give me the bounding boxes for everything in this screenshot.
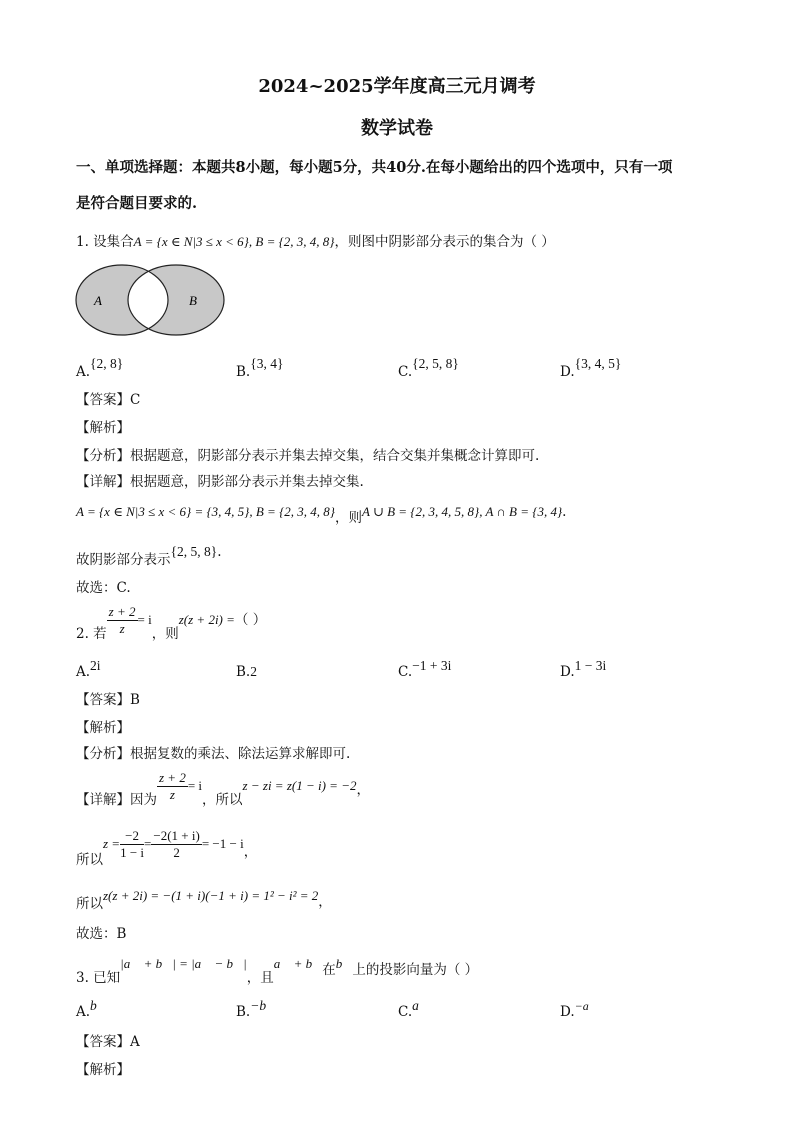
- q2-fenxi: 【分析】根据复数的乘法、除法运算求解即可.: [76, 746, 351, 762]
- q1-answer: 【答案】C: [76, 392, 141, 408]
- q2-option-a[interactable]: A.2i: [76, 658, 101, 680]
- q1-option-a[interactable]: A.{2, 8}: [76, 356, 124, 380]
- q2-detail-step3: 所以z(z + 2i) = −(1 + i)(−1 + i) = 1² − i² = 2，: [76, 888, 332, 912]
- q1-set-a: A = {x ∈ N|3 ≤ x < 6}: [133, 234, 249, 249]
- q2-detail-step2: 所以z = $\frac{-2}{1 - i}$ = $\frac{-2(1 + i)}{2}$ = −1 − i，: [76, 828, 258, 868]
- q1-option-d[interactable]: D.{3, 4, 5}: [560, 356, 622, 380]
- q3-option-a[interactable]: A.b⃗: [76, 998, 108, 1020]
- section-heading-line1: 一、单项选择题：本题共8小题，每小题5分，共40分.在每小题给出的四个选项中，只有一项: [76, 159, 673, 176]
- venn-label-b: B: [189, 293, 197, 308]
- q3-option-c[interactable]: C.a⃗: [398, 998, 430, 1020]
- q1-result-line: 故阴影部分表示{2, 5, 8}.: [76, 544, 222, 568]
- q2-option-d[interactable]: D.1 − 3i: [560, 658, 607, 680]
- q1-option-b[interactable]: B.{3, 4}: [236, 356, 284, 380]
- q2-option-b[interactable]: B.2: [236, 664, 257, 680]
- q3-option-b[interactable]: B.−b⃗: [236, 998, 277, 1020]
- question-1-stem: [76, 230, 555, 250]
- q2-detail-step1: 【详解】因为 $\frac{z + 2}{z}$ = i，所以z − zi = z(1 − i) = −2，: [76, 770, 370, 808]
- q2-choose: 故选：B: [76, 926, 127, 942]
- venn-label-a: A: [94, 293, 102, 308]
- q2-answer: 【答案】B: [76, 692, 140, 708]
- exam-title: 2024~2025学年度高三元月调考: [258, 76, 536, 97]
- q3-option-d[interactable]: D.−a⃗: [560, 999, 599, 1020]
- q3-answer: 【答案】A: [76, 1034, 140, 1050]
- exam-subtitle: 数学试卷: [361, 118, 433, 139]
- question-2-stem: 2. 若 $\frac{z + 2}{z}$ = i，则z(z + 2i) =（ ）: [76, 604, 267, 642]
- venn-diagram: [74, 262, 228, 338]
- q1-prefix: 1. 设集合: [76, 234, 134, 250]
- q2-option-c[interactable]: C.−1 + 3i: [398, 658, 452, 680]
- q1-suffix: ，则图中阴影部分表示的集合为（ ）: [334, 234, 555, 250]
- q1-xiangjie: 【详解】根据题意，阴影部分表示并集去掉交集.: [76, 474, 364, 490]
- section-heading-line2: 是符合题目要求的.: [76, 195, 198, 212]
- q3-analysis-heading: 【解析】: [76, 1062, 130, 1078]
- q1-detail-line: A = {x ∈ N|3 ≤ x < 6} = {3, 4, 5}, B = {2, 3, 4, 8}，则A ∪ B = {2, 3, 4, 5, 8}, A ∩ B = {3, 4}.: [76, 504, 567, 526]
- q1-fenxi: 【分析】根据题意，阴影部分表示并集去掉交集，结合交集并集概念计算即可.: [76, 448, 540, 464]
- q1-set-b: , B = {2, 3, 4, 8}: [248, 234, 335, 249]
- q2-analysis-heading: 【解析】: [76, 720, 130, 736]
- q1-choose: 故选：C.: [76, 580, 131, 596]
- question-3-stem: 3. 已知|a⃗ + b⃗| = |a⃗ − b⃗|，且a⃗ + b⃗在b⃗上的投影向量为（ ）: [76, 956, 479, 986]
- q1-option-c[interactable]: C.{2, 5, 8}: [398, 356, 459, 380]
- q1-analysis-heading: 【解析】: [76, 420, 130, 436]
